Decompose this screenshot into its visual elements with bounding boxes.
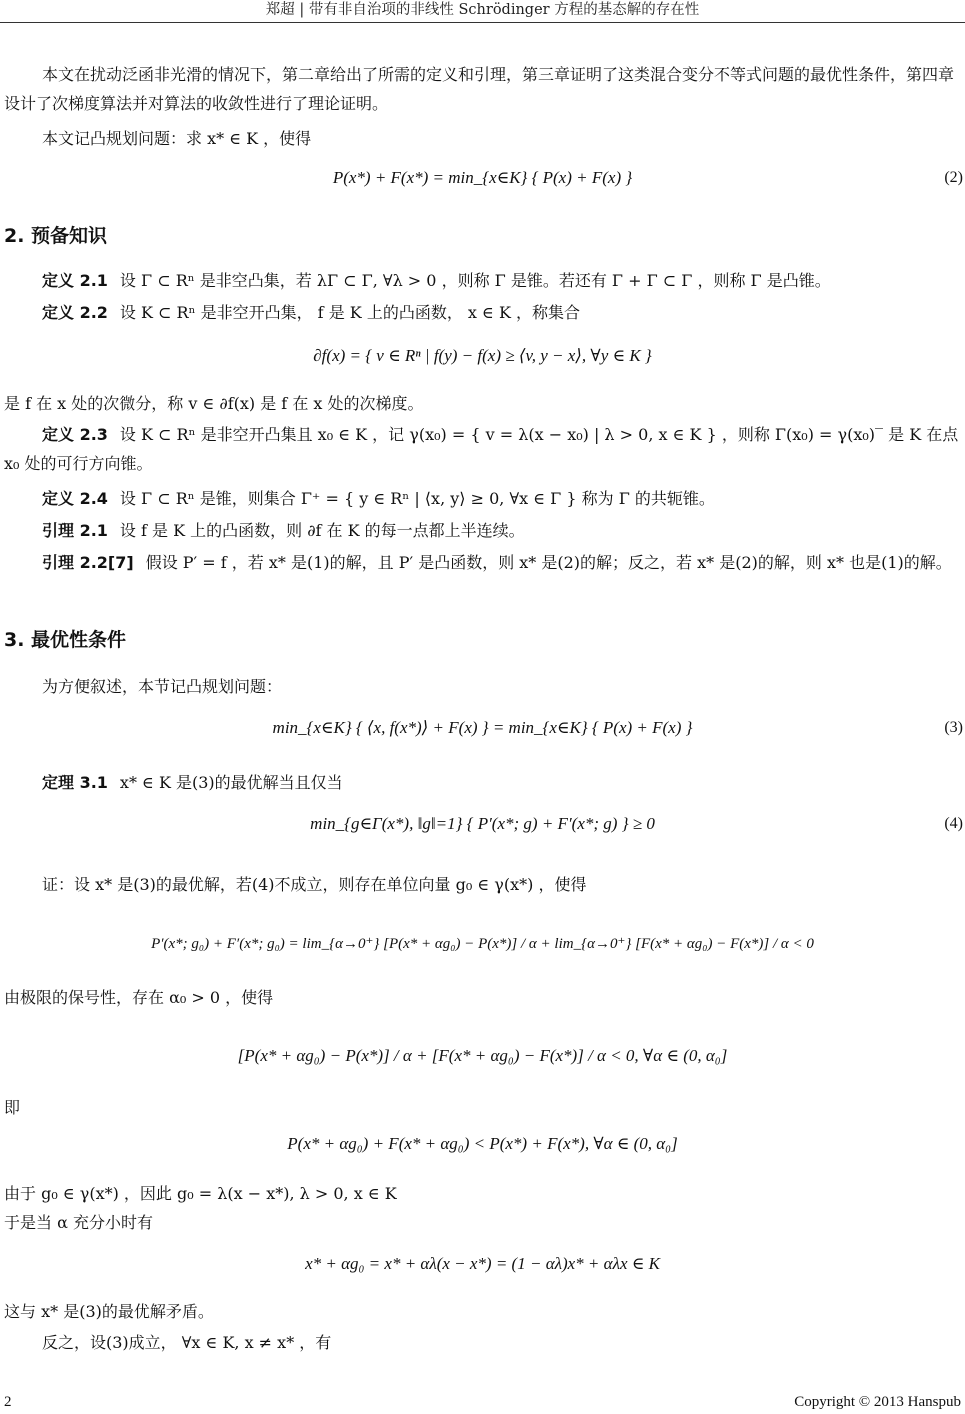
definition-2-4-label: 定义 2.4: [42, 489, 108, 508]
definition-2-2-continuation: 是 f 在 x 处的次微分，称 v ∈ ∂f(x) 是 f 在 x 处的次梯度。: [4, 394, 424, 413]
equation-proof-inequality: [0, 1124, 965, 1164]
equation-subdifferential-body: ∂f(x) = { v ∈ Rⁿ | f(y) − f(x) ≥ ⟨v, y − x⟩, ∀y ∈ K }: [313, 346, 652, 365]
definition-2-2: [4, 298, 964, 327]
lemma-2-1-text: 设 f 是 K 上的凸函数，则 ∂f 在 K 的每一点都上半连续。: [119, 521, 525, 540]
definition-2-1-label: 定义 2.1: [42, 271, 108, 290]
equation-3-number: (3): [944, 719, 963, 736]
intro-paragraph-2: 本文记凸规划问题：求 x* ∈ K ，使得: [42, 129, 312, 148]
equation-4-number: (4): [944, 815, 963, 832]
definition-2-4-text: 设 Γ ⊂ Rⁿ 是锥，则集合 Γ⁺ = { y ∈ Rⁿ | ⟨x, y⟩ ≥ 0, ∀x ∈ Γ } 称为 Γ 的共轭锥。: [119, 489, 715, 508]
proof-paragraph-5: 于是当 α 充分小时有: [4, 1213, 153, 1232]
copyright-notice: Copyright © 2013 Hanspub: [794, 1394, 961, 1410]
section-3-intro: 为方便叙述，本节记凸规划问题：: [42, 677, 283, 696]
equation-4: [0, 804, 965, 844]
definition-2-2-label: 定义 2.2: [42, 303, 108, 322]
theorem-3-1: [4, 768, 964, 797]
definition-2-4: [4, 484, 964, 513]
definition-2-3-text: 设 K ⊂ Rⁿ 是非空开凸集且 x₀ ∈ K ，记 γ(x₀) = { v = λ(x − x₀) | λ > 0, x ∈ K } ，则称 Γ(x₀) = γ(x₀)‾ 是 K 在点 x₀ 处的可行方向锥。: [4, 425, 959, 473]
equation-proof-sign: [0, 1036, 965, 1076]
proof-paragraph-7: 反之，设(3)成立， ∀x ∈ K, x ≠ x* ，有: [42, 1333, 332, 1352]
proof-paragraph-1: 证：设 x* 是(3)的最优解，若(4)不成立，则存在单位向量 g₀ ∈ γ(x*) ，使得: [42, 875, 587, 894]
equation-3: [0, 708, 965, 748]
theorem-3-1-label: 定理 3.1: [42, 773, 108, 792]
lemma-2-2-label: 引理 2.2[7]: [42, 553, 134, 572]
theorem-3-1-text: x* ∈ K 是(3)的最优解当且仅当: [119, 773, 343, 792]
header-rule: [0, 22, 965, 23]
definition-2-1-text: 设 Γ ⊂ Rⁿ 是非空凸集，若 λΓ ⊂ Γ, ∀λ > 0 ，则称 Γ 是锥。若还有 Γ + Γ ⊂ Γ ，则称 Γ 是凸锥。: [119, 271, 831, 290]
lemma-2-2-text: 假设 P′ = f ，若 x* 是(1)的解，且 P′ 是凸函数，则 x* 是(2)的解；反之，若 x* 是(2)的解，则 x* 也是(1)的解。: [145, 553, 952, 572]
equation-proof-sign-body: [P(x* + αg₀) − P(x*)] / α + [F(x* + αg₀) − F(x*)] / α < 0, ∀α ∈ (0, α₀]: [237, 1046, 728, 1065]
equation-subdifferential: [0, 336, 965, 376]
proof-paragraph-6: 这与 x* 是(3)的最优解矛盾。: [4, 1302, 214, 1321]
equation-2: [0, 158, 965, 198]
page-number: 2: [4, 1394, 12, 1410]
definition-2-1: [4, 266, 964, 295]
definition-2-3-label: 定义 2.3: [42, 425, 108, 444]
lemma-2-1-label: 引理 2.1: [42, 521, 108, 540]
equation-2-number: (2): [944, 169, 963, 186]
equation-proof-limit-body: P′(x*; g₀) + F′(x*; g₀) = lim_{α→0⁺} [P(x* + αg₀) − P(x*)] / α + lim_{α→0⁺} [F(x* + αg₀) − F(x*)] / α < 0: [151, 936, 814, 952]
proof-paragraph-4: 由于 g₀ ∈ γ(x*) ，因此 g₀ = λ(x − x*), λ > 0, x ∈ K: [4, 1184, 397, 1203]
intro-paragraph-1: 本文在扰动泛函非光滑的情况下，第二章给出了所需的定义和引理，第三章证明了这类混合变分不等式问题的最优性条件，第四章设计了次梯度算法并对算法的收敛性进行了理论证明。: [4, 65, 955, 113]
equation-4-body: min_{g∈Γ(x*), ‖g‖=1} { P′(x*; g) + F′(x*; g) } ≥ 0: [310, 814, 655, 833]
equation-proof-inequality-body: P(x* + αg₀) + F(x* + αg₀) < P(x*) + F(x*), ∀α ∈ (0, α₀]: [287, 1134, 678, 1153]
equation-proof-limit: [0, 924, 965, 964]
definition-2-3: [4, 420, 964, 478]
proof-paragraph-2: 由极限的保号性，存在 α₀ > 0 ，使得: [4, 988, 274, 1007]
lemma-2-2: [4, 548, 964, 577]
section-3-title: 3. 最优性条件: [4, 629, 127, 651]
equation-proof-feasible-body: x* + αg₀ = x* + αλ(x − x*) = (1 − αλ)x* + αλx ∈ K: [305, 1254, 660, 1273]
equation-3-body: min_{x∈K} { ⟨x, f(x*)⟩ + F(x) } = min_{x∈K} { P(x) + F(x) }: [272, 718, 693, 737]
equation-proof-feasible: [0, 1244, 965, 1284]
section-2-title: 2. 预备知识: [4, 225, 108, 247]
equation-2-body: P(x*) + F(x*) = min_{x∈K} { P(x) + F(x) }: [332, 168, 633, 187]
lemma-2-1: [4, 516, 964, 545]
proof-paragraph-3: 即: [4, 1098, 21, 1117]
running-header: 郑超 | 带有非自治项的非线性 Schrödinger 方程的基态解的存在性: [265, 2, 700, 18]
definition-2-2-text: 设 K ⊂ Rⁿ 是非空开凸集， f 是 K 上的凸函数， x ∈ K ，称集合: [119, 303, 580, 322]
